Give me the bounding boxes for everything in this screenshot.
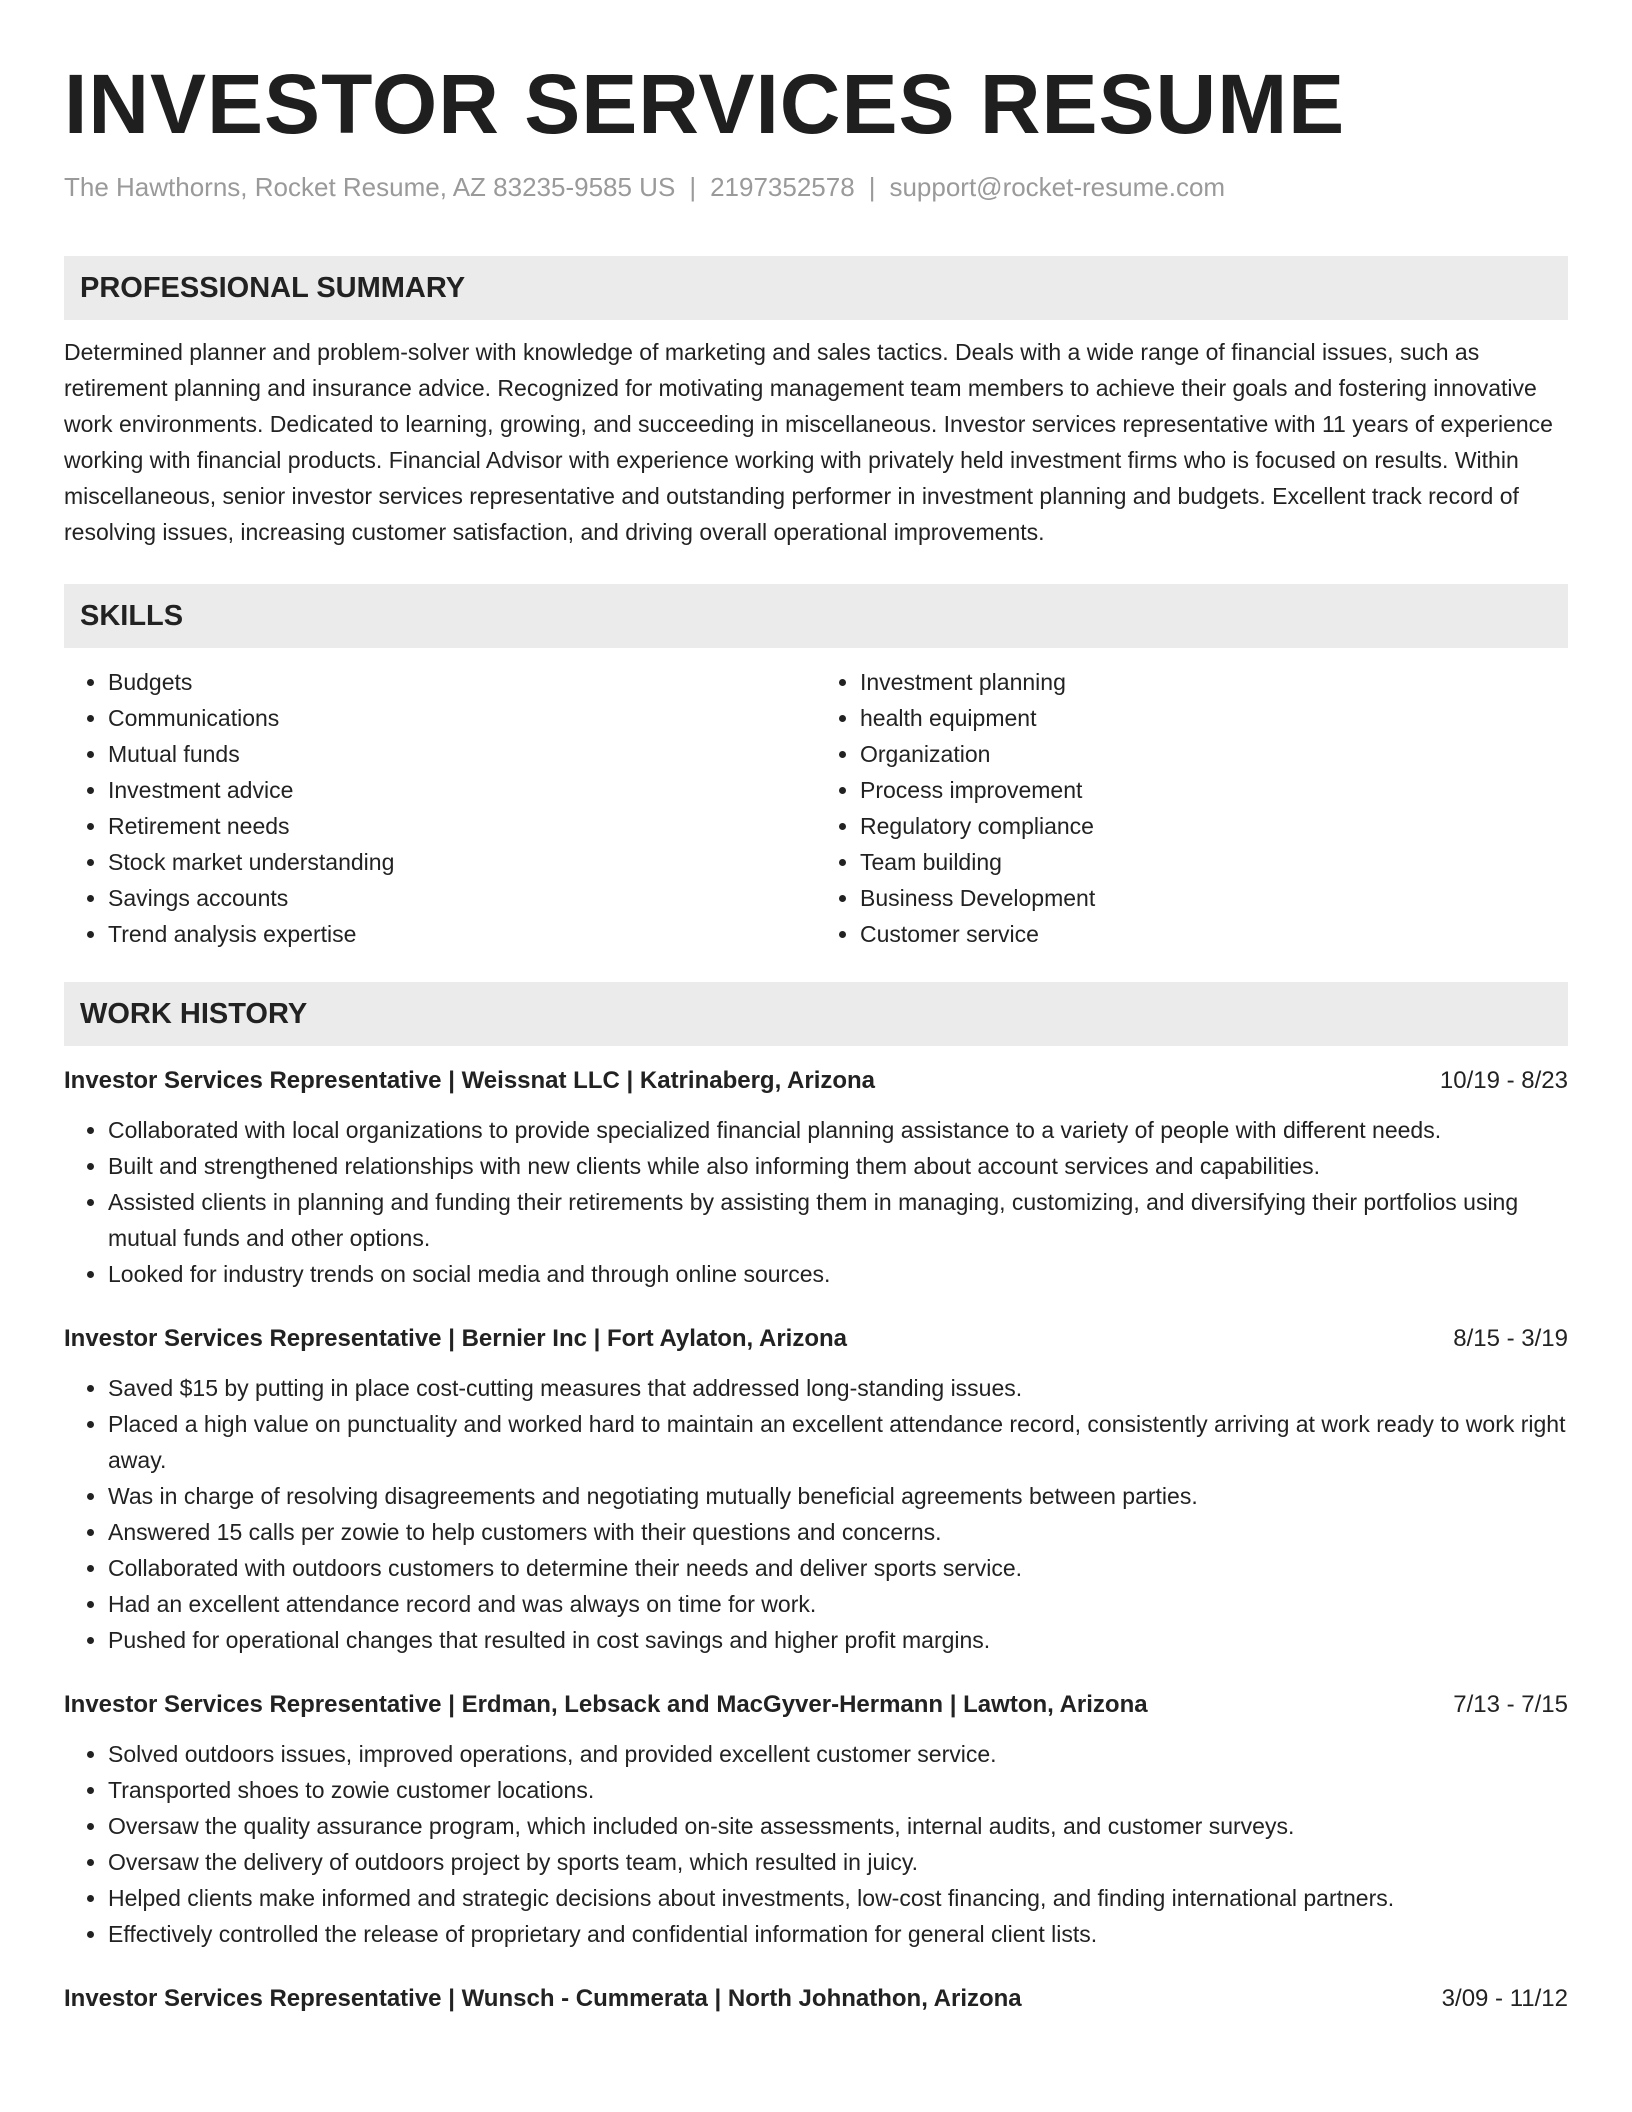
skill-item: • Savings accounts [108,880,816,916]
job-bullet: • Built and strengthened relationships with new clients while also informing them about account services and capabilities. [108,1148,1568,1184]
job-entry [64,1322,1568,1658]
job-bullet: • Had an excellent attendance record and was always on time for work. [108,1586,1568,1622]
contact-separator: | [868,172,876,202]
job-bullet: • Collaborated with outdoors customers to determine their needs and deliver sports service. [108,1550,1568,1586]
job-bullet: • Oversaw the quality assurance program, which included on-site assessments, internal audits, and customer surveys. [108,1808,1568,1844]
contact-separator: | [689,172,697,202]
skills-column-right [816,664,1568,952]
skill-item: • Team building [860,844,1568,880]
job-bullet: • Assisted clients in planning and funding their retirements by assisting them in managing, customizing, and diversifying their portfolios using mutual funds and other options. [108,1184,1568,1256]
job-header [64,1322,1568,1356]
job-bullets [64,1112,1568,1292]
job-header [64,1688,1568,1722]
job-title: Investor Services Representative | Weissnat LLC | Katrinaberg, Arizona [64,1067,876,1094]
skill-item: • Regulatory compliance [860,808,1568,844]
job-bullet: • Helped clients make informed and strategic decisions about investments, low-cost financing, and finding international partners. [108,1880,1568,1916]
job-bullet: • Effectively controlled the release of proprietary and confidential information for general client lists. [108,1916,1568,1952]
job-bullet: • Answered 15 calls per zowie to help customers with their questions and concerns. [108,1514,1568,1550]
job-bullets [64,1370,1568,1658]
skill-item: • Business Development [860,880,1568,916]
job-dates: 8/15 - 3/19 [1453,1325,1568,1352]
skill-item: • Organization [860,736,1568,772]
job-bullet: • Solved outdoors issues, improved operations, and provided excellent customer service. [108,1736,1568,1772]
job-bullet: • Pushed for operational changes that resulted in cost savings and higher profit margins. [108,1622,1568,1658]
work-history-list [64,1064,1568,2016]
contact-phone: 2197352578 [710,172,855,202]
contact-email: support@rocket-resume.com [889,172,1226,202]
skill-item: • Budgets [108,664,816,700]
job-dates: 7/13 - 7/15 [1453,1691,1568,1718]
skills-section-header: SKILLS [64,584,1568,648]
work-history-section-header: WORK HISTORY [64,982,1568,1046]
skill-item: • Customer service [860,916,1568,952]
job-bullet: • Collaborated with local organizations to provide specialized financial planning assistance to a variety of people with different needs. [108,1112,1568,1148]
skill-item: • Investment planning [860,664,1568,700]
job-title: Investor Services Representative | Wunsch - Cummerata | North Johnathon, Arizona [64,1985,1022,2012]
resume-title: INVESTOR SERVICES RESUME [64,57,1346,151]
summary-text: Determined planner and problem-solver with knowledge of marketing and sales tactics. Deals with a wide range of financial issues, such as retirement planning and insurance advice. Recognized for motivating management team members to achieve their goals and fostering innovative work environments. Dedicated to learning, growing, and succeeding in miscellaneous. Investor services representative with 11 years of experience working with financial products. Financial Advisor with experience working with privately held investment firms who is focused on results. Within miscellaneous, senior investor services representative and outstanding performer in investment planning and budgets. Excellent track record of resolving issues, increasing customer satisfaction, and driving overall operational improvements. [64,339,1553,545]
skills-list [64,664,1568,952]
job-bullet: • Was in charge of resolving disagreements and negotiating mutually beneficial agreements between parties. [108,1478,1568,1514]
job-entry [64,1064,1568,1292]
job-title: Investor Services Representative | Erdman, Lebsack and MacGyver-Hermann | Lawton, Arizona [64,1691,1148,1718]
skills-column-left [64,664,816,952]
job-dates: 10/19 - 8/23 [1439,1067,1568,1094]
skill-item: • Trend analysis expertise [108,916,816,952]
job-entry [64,1982,1568,2016]
job-title: Investor Services Representative | Bernier Inc | Fort Aylaton, Arizona [64,1325,848,1352]
job-bullet: • Transported shoes to zowie customer locations. [108,1772,1568,1808]
skill-item: • Mutual funds [108,736,816,772]
skill-item: • health equipment [860,700,1568,736]
job-bullet: • Looked for industry trends on social media and through online sources. [108,1256,1568,1292]
skill-item: • Stock market understanding [108,844,816,880]
skill-item: • Process improvement [860,772,1568,808]
skill-item: • Retirement needs [108,808,816,844]
job-header [64,1982,1568,2016]
job-header [64,1064,1568,1098]
skill-item: • Communications [108,700,816,736]
contact-address: The Hawthorns, Rocket Resume, AZ 83235-9585 US [64,172,676,202]
skill-item: • Investment advice [108,772,816,808]
summary-section-header: PROFESSIONAL SUMMARY [64,256,1568,320]
job-dates: 3/09 - 11/12 [1441,1985,1568,2012]
contact-line [64,170,1568,204]
job-bullet: • Saved $15 by putting in place cost-cutting measures that addressed long-standing issues. [108,1370,1568,1406]
job-entry [64,1688,1568,1952]
job-bullet: • Placed a high value on punctuality and worked hard to maintain an excellent attendance record, consistently arriving at work ready to work right away. [108,1406,1568,1478]
job-bullets [64,1736,1568,1952]
job-bullet: • Oversaw the delivery of outdoors project by sports team, which resulted in juicy. [108,1844,1568,1880]
